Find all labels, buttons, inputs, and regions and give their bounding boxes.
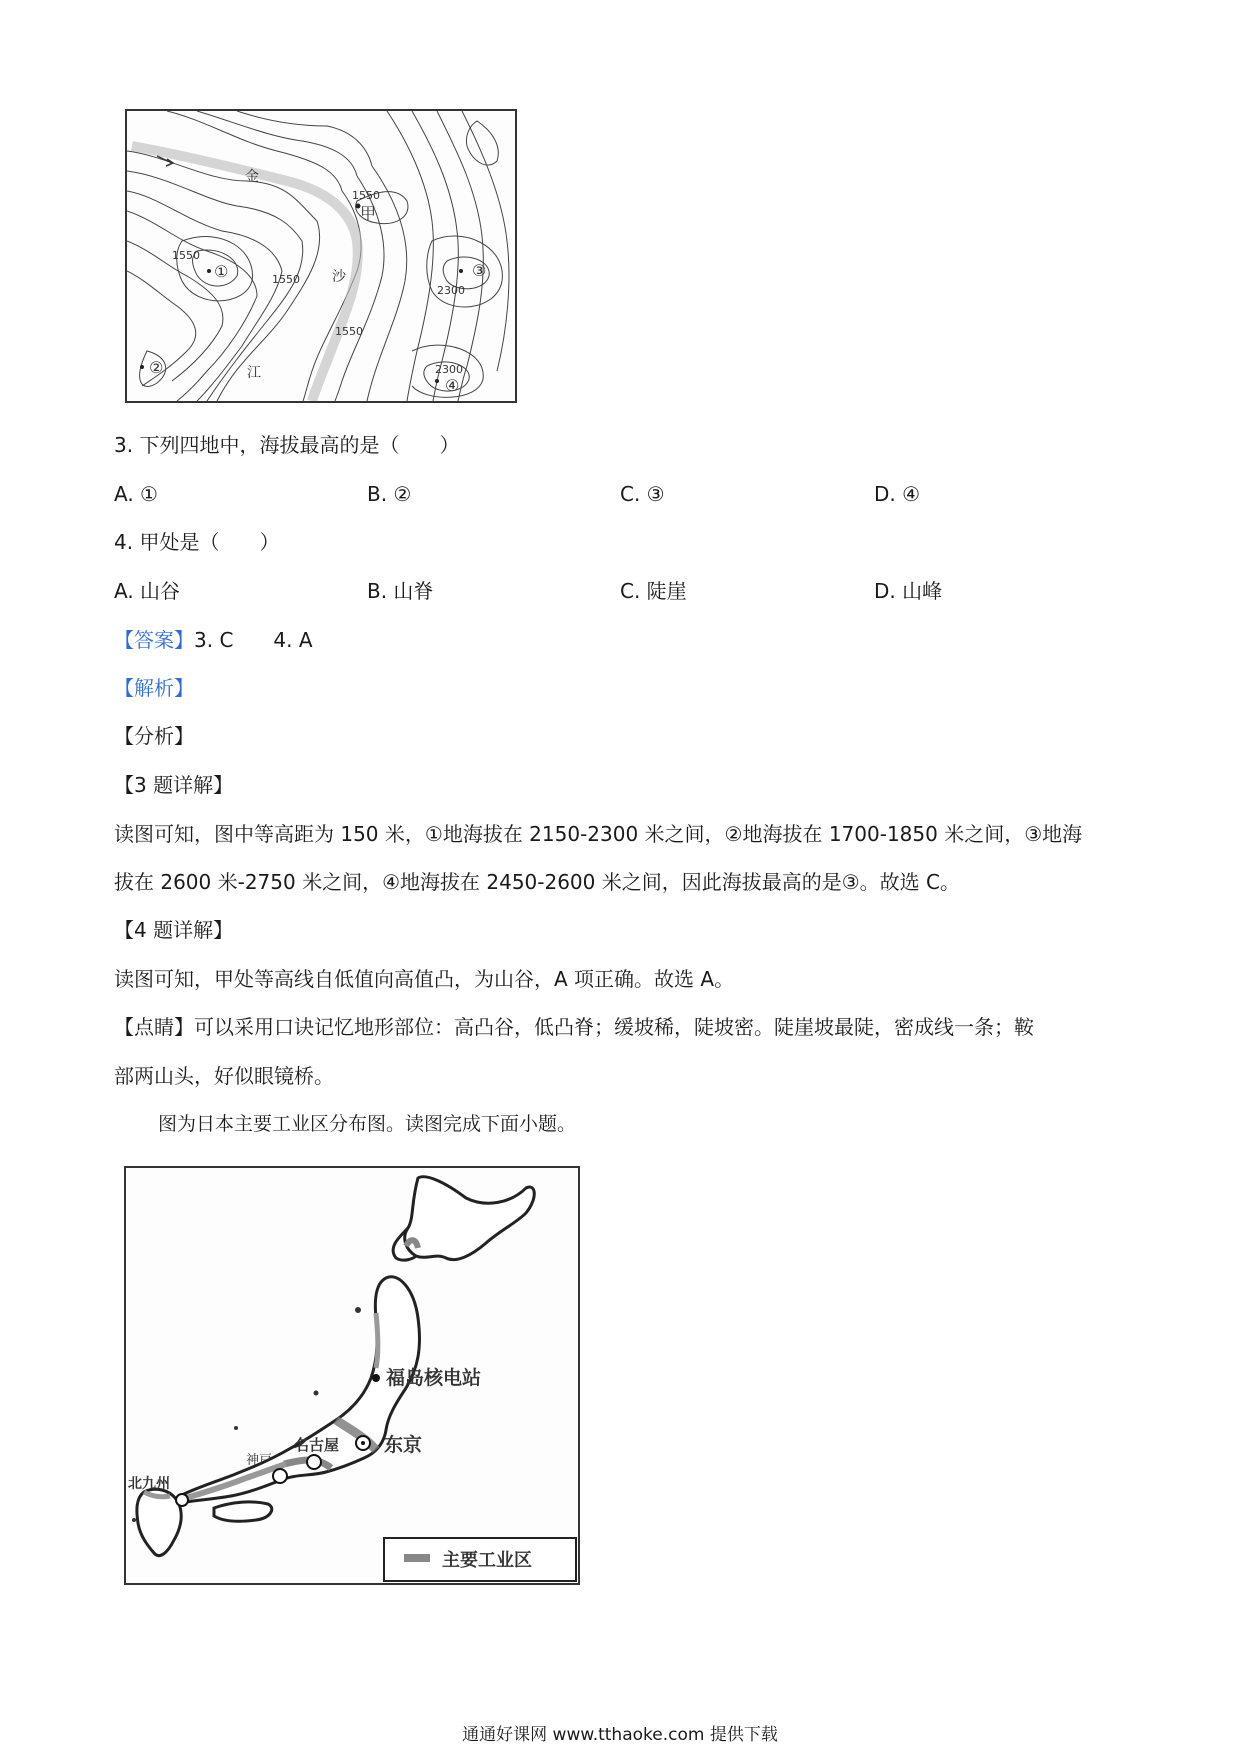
analysis-tag: 【解析】 xyxy=(114,676,194,700)
q3-option-c: C. ③ xyxy=(620,482,665,506)
answer-text: 3. C 4. A xyxy=(194,628,313,652)
detail-3-line-2: 拔在 2600 米-2750 米之间，④地海拔在 2450-2600 米之间，因此海拔最高的是③。故选 C。 xyxy=(114,870,960,894)
q4-option-d: D. 山峰 xyxy=(874,579,943,603)
point-4-label: ④ xyxy=(445,376,460,395)
fukushima-marker xyxy=(372,1374,380,1382)
tokyo-label: 东京 xyxy=(384,1434,423,1456)
question-3-stem: 3. 下列四地中，海拔最高的是（ ） xyxy=(114,433,460,457)
page-footer: 通通好课网 www.tthaoke.com 提供下载 xyxy=(462,1725,778,1745)
japan-intro: 图为日本主要工业区分布图。读图完成下面小题。 xyxy=(158,1113,577,1135)
japan-map-figure xyxy=(124,1166,580,1585)
dianjing-line-1 xyxy=(114,1013,1034,1041)
point-2-label: ② xyxy=(149,358,164,377)
point-1-label: ① xyxy=(214,262,229,281)
q4-option-b: B. 山脊 xyxy=(367,579,434,603)
contour-label: 1550 xyxy=(272,273,300,286)
kobe-marker xyxy=(273,1469,287,1483)
point-3-label: ③ xyxy=(472,261,487,280)
q3-option-b: B. ② xyxy=(367,482,412,506)
contour-label: 2300 xyxy=(435,363,463,376)
detail-4-tag: 【4 题详解】 xyxy=(114,918,234,942)
dianjing-tag: 【点睛】 xyxy=(114,1015,194,1039)
answer-line xyxy=(114,626,313,654)
river-label: 江 xyxy=(247,365,261,381)
kitakyushu-label: 北九州 xyxy=(128,1476,170,1492)
nagoya-label: 名古屋 xyxy=(294,1436,340,1454)
nagoya-marker xyxy=(307,1455,321,1469)
q4-option-a: A. 山谷 xyxy=(114,579,181,603)
contour-label: 1550 xyxy=(352,189,380,202)
kitakyushu-marker xyxy=(176,1494,188,1506)
legend-label: 主要工业区 xyxy=(442,1550,532,1571)
contour-label: 1550 xyxy=(172,249,200,262)
q3-option-a: A. ① xyxy=(114,482,158,506)
detail-4-line-1: 读图可知，甲处等高线自低值向高值凸，为山谷，A 项正确。故选 A。 xyxy=(114,967,735,991)
kobe-label: 神戸 xyxy=(246,1453,273,1468)
detail-3-tag: 【3 题详解】 xyxy=(114,773,234,797)
contour-map xyxy=(127,111,515,401)
q3-option-d: D. ④ xyxy=(874,482,921,506)
point-jia-label: 甲 xyxy=(360,204,377,223)
river-label: 金 xyxy=(245,169,259,185)
dianjing-line-2: 部两山头，好似眼镜桥。 xyxy=(114,1064,334,1088)
question-4-stem: 4. 甲处是（ ） xyxy=(114,530,280,554)
japan-map xyxy=(126,1168,578,1583)
contour-map-figure xyxy=(125,109,517,403)
fenxi-tag: 【分析】 xyxy=(114,724,194,748)
q4-option-c: C. 陡崖 xyxy=(620,579,687,603)
answer-tag: 【答案】 xyxy=(114,628,194,652)
dianjing-text: 可以采用口诀记忆地形部位：高凸谷，低凸脊；缓坡稀，陡坡密。陡崖坡最陡，密成线一条；鞍 xyxy=(194,1015,1034,1039)
fukushima-label: 福岛核电站 xyxy=(386,1367,482,1389)
contour-label: 2300 xyxy=(437,284,465,297)
legend-swatch xyxy=(404,1554,430,1562)
river-label: 沙 xyxy=(332,269,346,285)
contour-label: 1550 xyxy=(335,325,363,338)
detail-3-line-1: 读图可知，图中等高距为 150 米，①地海拔在 2150-2300 米之间，②地海拔在 1700-1850 米之间，③地海 xyxy=(114,822,1083,846)
